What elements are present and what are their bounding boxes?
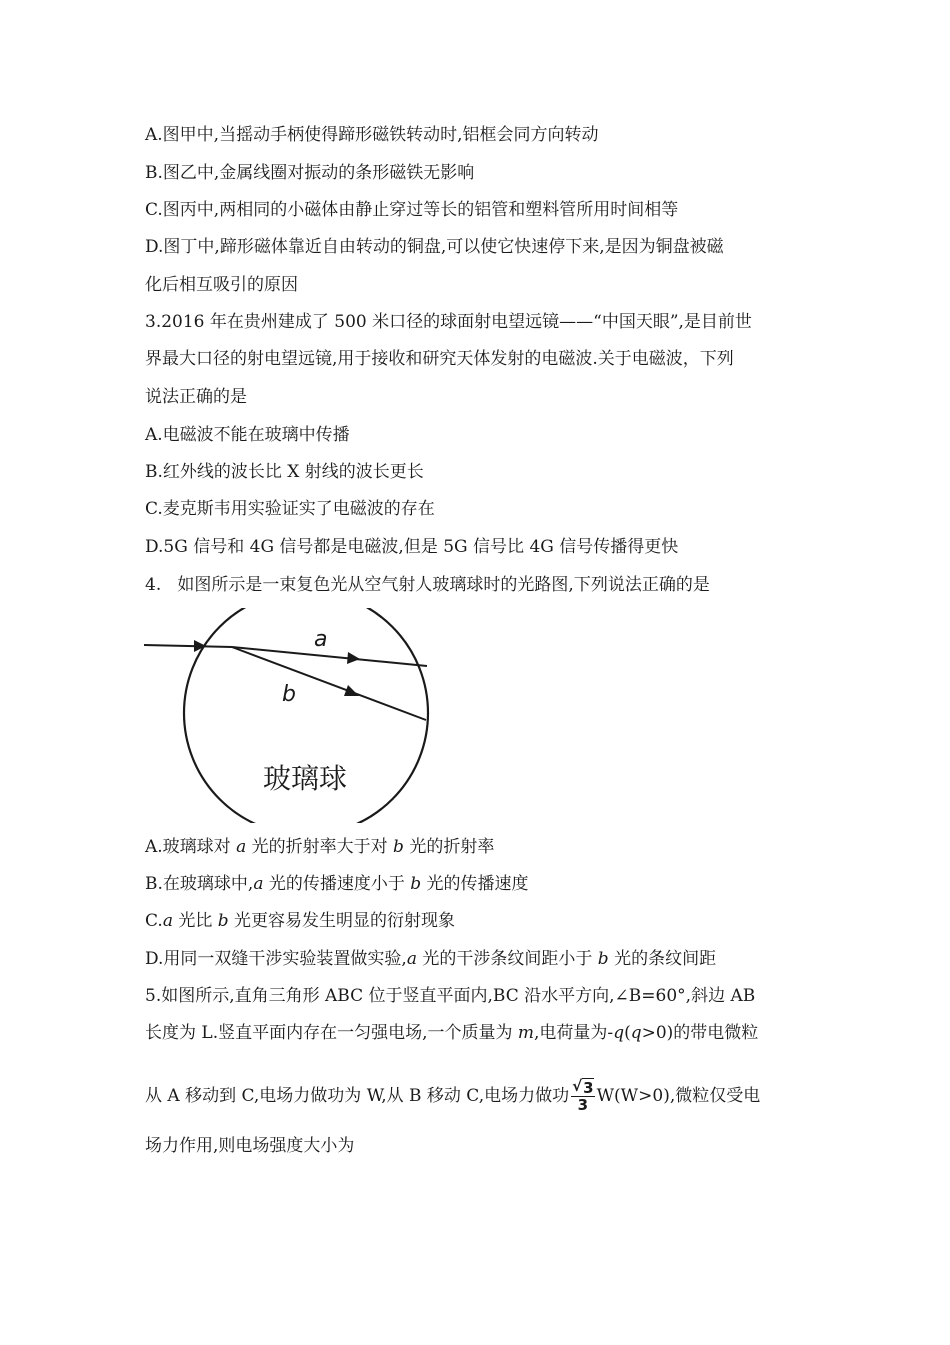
question-3-line3: 说法正确的是 <box>145 387 247 407</box>
option-3a: A.电磁波不能在玻璃中传播 <box>145 425 350 445</box>
option-2a: A.图甲中,当摇动手柄使得蹄形磁铁转动时,铝框会同方向转动 <box>145 125 599 145</box>
option-3d: D.5G 信号和 4G 信号都是电磁波,但是 5G 信号比 4G 信号传播得更快 <box>145 537 679 557</box>
ray-b-arrow <box>344 685 359 696</box>
option-2b: B.图乙中,金属线圈对振动的条形磁铁无影响 <box>145 163 475 183</box>
ray-a-arrow <box>347 652 360 664</box>
option-2c: C.图丙中,两相同的小磁体由静止穿过等长的铝管和塑料管所用时间相等 <box>145 200 679 220</box>
option-4a: A.玻璃球对 a 光的折射率大于对 b 光的折射率 <box>145 837 495 857</box>
question-3-line2: 界最大口径的射电望远镜,用于接收和研究天体发射的电磁波.关于电磁波，下列 <box>145 349 734 369</box>
ray-a <box>232 647 427 666</box>
question-5-line3: 从 A 移动到 C,电场力做功为 W,从 B 移动 C,电场力做功 √ 3 3 W(W>0),微粒仅受电 <box>145 1077 761 1114</box>
option-4d: D.用同一双缝干涉实验装置做实验,a 光的干涉条纹间距小于 b 光的条纹间距 <box>145 949 717 969</box>
option-3b: B.红外线的波长比 X 射线的波长更长 <box>145 462 424 482</box>
label-a: a <box>314 627 328 652</box>
label-b: b <box>282 682 296 707</box>
sqrt3-over-3-fraction: √ 3 3 <box>572 1077 594 1114</box>
ray-b <box>232 647 426 720</box>
question-5-line4: 场力作用,则电场强度大小为 <box>145 1136 355 1156</box>
question-5-line1: 5.如图所示,直角三角形 ABC 位于竖直平面内,BC 沿水平方向,∠B=60°,斜边 AB <box>145 986 756 1006</box>
glass-sphere-diagram <box>140 608 440 823</box>
question-4-stem: 4. 如图所示是一束复色光从空气射人玻璃球时的光路图,下列说法正确的是 <box>145 575 710 595</box>
incident-ray <box>144 645 232 647</box>
sphere-label: 玻璃球 <box>263 762 348 795</box>
option-4c: C.a 光比 b 光更容易发生明显的衍射现象 <box>145 911 456 931</box>
question-5-line2: 长度为 L.竖直平面内存在一匀强电场,一个质量为 m,电荷量为-q(q>0)的带电微粒 <box>145 1023 759 1043</box>
option-3c: C.麦克斯韦用实验证实了电磁波的存在 <box>145 499 435 519</box>
option-4b: B.在玻璃球中,a 光的传播速度小于 b 光的传播速度 <box>145 874 529 894</box>
option-2d-line2: 化后相互吸引的原因 <box>145 275 298 295</box>
option-2d-line1: D.图丁中,蹄形磁体靠近自由转动的铜盘,可以使它快速停下来,是因为铜盘被磁 <box>145 237 724 257</box>
question-3-line1: 3.2016 年在贵州建成了 500 米口径的球面射电望远镜——“中国天眼”,是目前世 <box>145 312 752 332</box>
incident-ray-arrow <box>194 640 206 652</box>
